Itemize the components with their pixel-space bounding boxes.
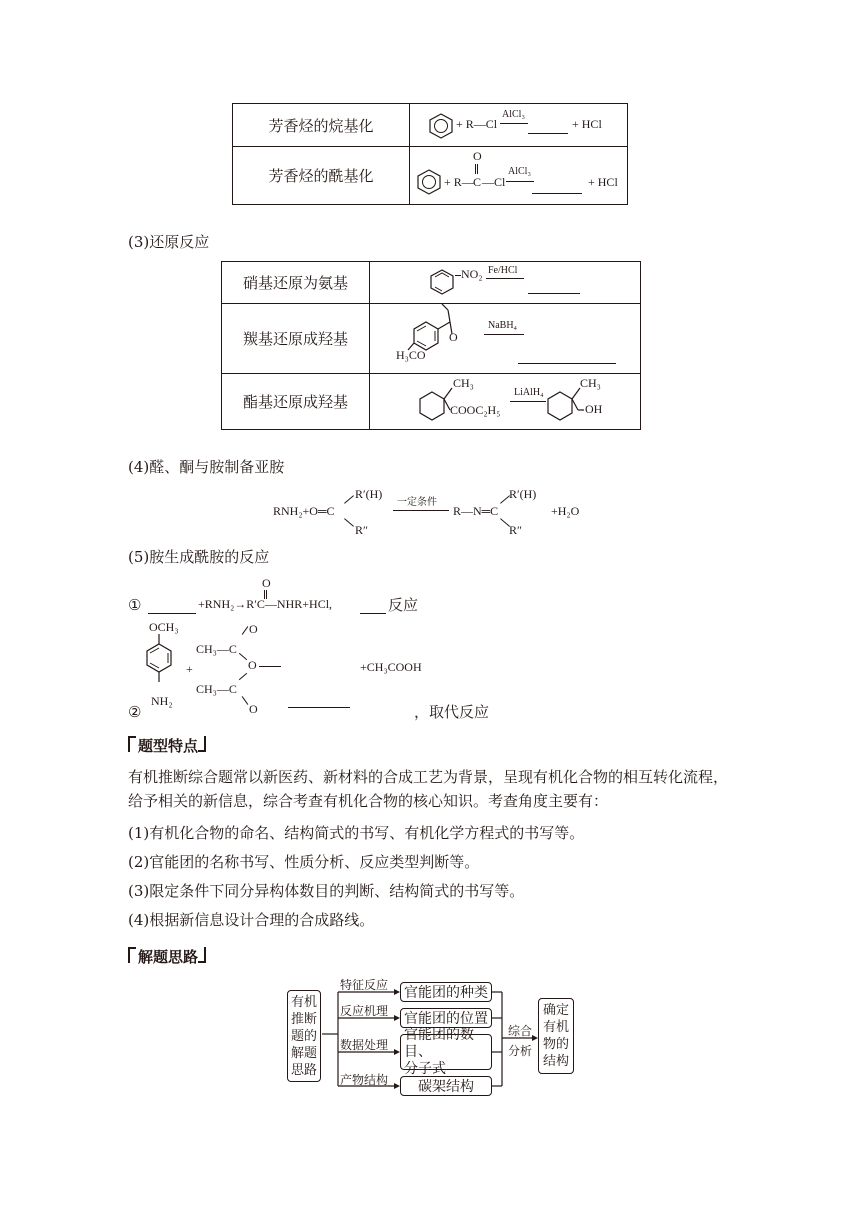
imine-equation xyxy=(273,487,593,537)
imine-water: +H₂O xyxy=(551,504,580,518)
alkylation-reagent: + R—Cl xyxy=(456,117,498,131)
reaction-arrow xyxy=(484,334,524,335)
benzene-ring-icon xyxy=(428,268,456,296)
answer-blank xyxy=(532,193,582,194)
ester-methyl: CH₃ xyxy=(453,376,474,390)
flow-box-3: 官能团的数目、 分子式 xyxy=(400,1034,492,1070)
row-equation-ester xyxy=(370,374,641,430)
reaction-arrow xyxy=(259,666,281,667)
flow-box-4: 碳架结构 xyxy=(400,1076,492,1096)
flow-label-4: 产物结构 xyxy=(340,1073,389,1087)
acetic-acid: +CH₃COOH xyxy=(360,660,422,674)
eq2-plus: + xyxy=(186,662,193,676)
reaction-table-1 xyxy=(232,103,628,205)
eq1-number: ① xyxy=(128,596,142,614)
approach-heading xyxy=(128,946,218,966)
anhydride-ch3-bottom: CH₃—C xyxy=(196,682,237,696)
answer-blank xyxy=(148,613,196,614)
acylation-byproduct: + HCl xyxy=(588,175,618,189)
flow-label-3: 数据处理 xyxy=(340,1038,389,1052)
acylation-reagent-suffix: —Cl xyxy=(482,175,506,189)
acylation-carbonyl-oxygen: O xyxy=(473,149,482,163)
methoxy-substituent: H₃CO xyxy=(396,348,426,362)
product-methyl: CH₃ xyxy=(580,376,601,390)
reaction-arrow xyxy=(486,278,524,279)
amino-group: NH₂ xyxy=(151,694,173,708)
row-name-acylation: 芳香烃的酰基化 xyxy=(233,147,410,205)
benzene-ring-icon xyxy=(428,113,454,139)
feature-item-1: (1)有机化合物的命名、结构简式的书写、有机化学方程式的书写等。 xyxy=(128,824,585,842)
feature-item-2: (2)官能团的名称书写、性质分析、反应类型判断等。 xyxy=(128,853,480,871)
reaction-arrow xyxy=(393,510,449,511)
solution-flow-diagram xyxy=(284,976,580,1106)
imine-product: R—N═C xyxy=(453,504,499,518)
row-name-ester: 酯基还原成羟基 xyxy=(222,374,370,430)
anhydride-o-top: O xyxy=(249,622,258,636)
answer-blank xyxy=(528,293,580,294)
row-equation-alkylation xyxy=(410,104,628,147)
feature-item-3: (3)限定条件下同分异构体数目的判断、结构简式的书写等。 xyxy=(128,882,525,900)
ester-reagent: LiAlH₄ xyxy=(514,387,544,398)
ester-group: COOC₂H₅ xyxy=(450,403,501,417)
section-3-title: (3)还原反应 xyxy=(128,233,210,251)
section-5-title: (5)胺生成酰胺的反应 xyxy=(128,548,270,566)
carbonyl-reagent: NaBH₄ xyxy=(488,320,518,331)
benzene-ring-icon xyxy=(416,169,442,195)
reaction-table-2 xyxy=(221,261,641,430)
feature-paragraph: 有机推断综合题常以新医药、新材料的合成工艺为背景，呈现有机化合物的相互转化流程，给予相关的新信息，综合考查有机化合物的核心知识。考查角度主要有： xyxy=(128,768,729,810)
flow-mid-label-2: 分析 xyxy=(508,1044,533,1058)
product-hydroxyl: OH xyxy=(585,402,603,416)
acylation-catalyst: AlCl₃ xyxy=(508,166,531,177)
acylation-carbonyl-carbon: C xyxy=(473,175,482,189)
eq2-number: ② xyxy=(128,703,142,721)
approach-heading-text: 解题思路 xyxy=(138,948,199,966)
answer-blank xyxy=(360,613,386,614)
imine-r1: R′(H) xyxy=(355,487,383,501)
double-bond xyxy=(475,164,478,174)
anhydride-o-bottom: O xyxy=(249,702,258,716)
imine-reactants: RNH₂+O═C xyxy=(273,504,335,518)
imine-condition: 一定条件 xyxy=(397,497,437,508)
flow-box-1: 官能团的种类 xyxy=(400,982,492,1002)
anisidine-structure xyxy=(144,634,174,694)
flow-end-box: 确定 有机 物的 结构 xyxy=(538,998,574,1074)
imine-r2-product: R″ xyxy=(509,523,523,537)
answer-blank xyxy=(518,363,616,364)
row-equation-carbonyl xyxy=(370,304,641,374)
row-name-carbonyl: 羰基还原成羟基 xyxy=(222,304,370,374)
feature-heading xyxy=(128,735,218,755)
eq1-tail: 反应 xyxy=(388,596,419,614)
flow-label-2: 反应机理 xyxy=(340,1004,389,1018)
row-equation-acylation xyxy=(410,147,628,205)
carbonyl-oxygen: O xyxy=(449,330,458,344)
feature-item-4: (4)根据新信息设计合理的合成路线。 xyxy=(128,911,375,929)
eq2-tail: ，取代反应 xyxy=(414,703,490,721)
row-name-alkylation: 芳香烃的烷基化 xyxy=(233,104,410,147)
methoxy-group: OCH₃ xyxy=(149,620,179,634)
eq1-body: +RNH₂→R′C—NHR+HCl, xyxy=(198,597,333,611)
reaction-arrow xyxy=(500,123,528,124)
eq1-carbonyl-oxygen: O xyxy=(262,576,271,590)
acylation-reagent-prefix: + R— xyxy=(444,175,474,189)
flow-box-2: 官能团的位置 xyxy=(400,1008,492,1028)
amide-equation-2 xyxy=(128,620,528,720)
anhydride-o-bridge: O xyxy=(248,658,257,672)
flow-mid-label-1: 综合 xyxy=(508,1024,533,1038)
feature-heading-text: 题型特点 xyxy=(138,737,199,755)
nitro-reagent: Fe/HCl xyxy=(488,265,518,276)
alkylation-byproduct: + HCl xyxy=(572,117,602,131)
anhydride-ch3-top: CH₃—C xyxy=(196,642,237,656)
answer-blank xyxy=(288,707,350,708)
alkylation-catalyst: AlCl₃ xyxy=(502,109,525,120)
flow-start-box: 有机 推断 题的 解题 思路 xyxy=(287,990,321,1082)
nitro-group: NO₂ xyxy=(461,267,483,281)
answer-blank xyxy=(528,133,568,134)
imine-r2: R″ xyxy=(355,523,369,537)
row-equation-nitro xyxy=(370,262,641,304)
row-name-nitro: 硝基还原为氨基 xyxy=(222,262,370,304)
reaction-arrow xyxy=(506,181,534,182)
imine-r1-product: R′(H) xyxy=(509,487,537,501)
flow-label-1: 特征反应 xyxy=(340,978,389,992)
section-4-title: (4)醛、酮与胺制备亚胺 xyxy=(128,458,285,476)
amide-equation-1 xyxy=(128,576,448,616)
